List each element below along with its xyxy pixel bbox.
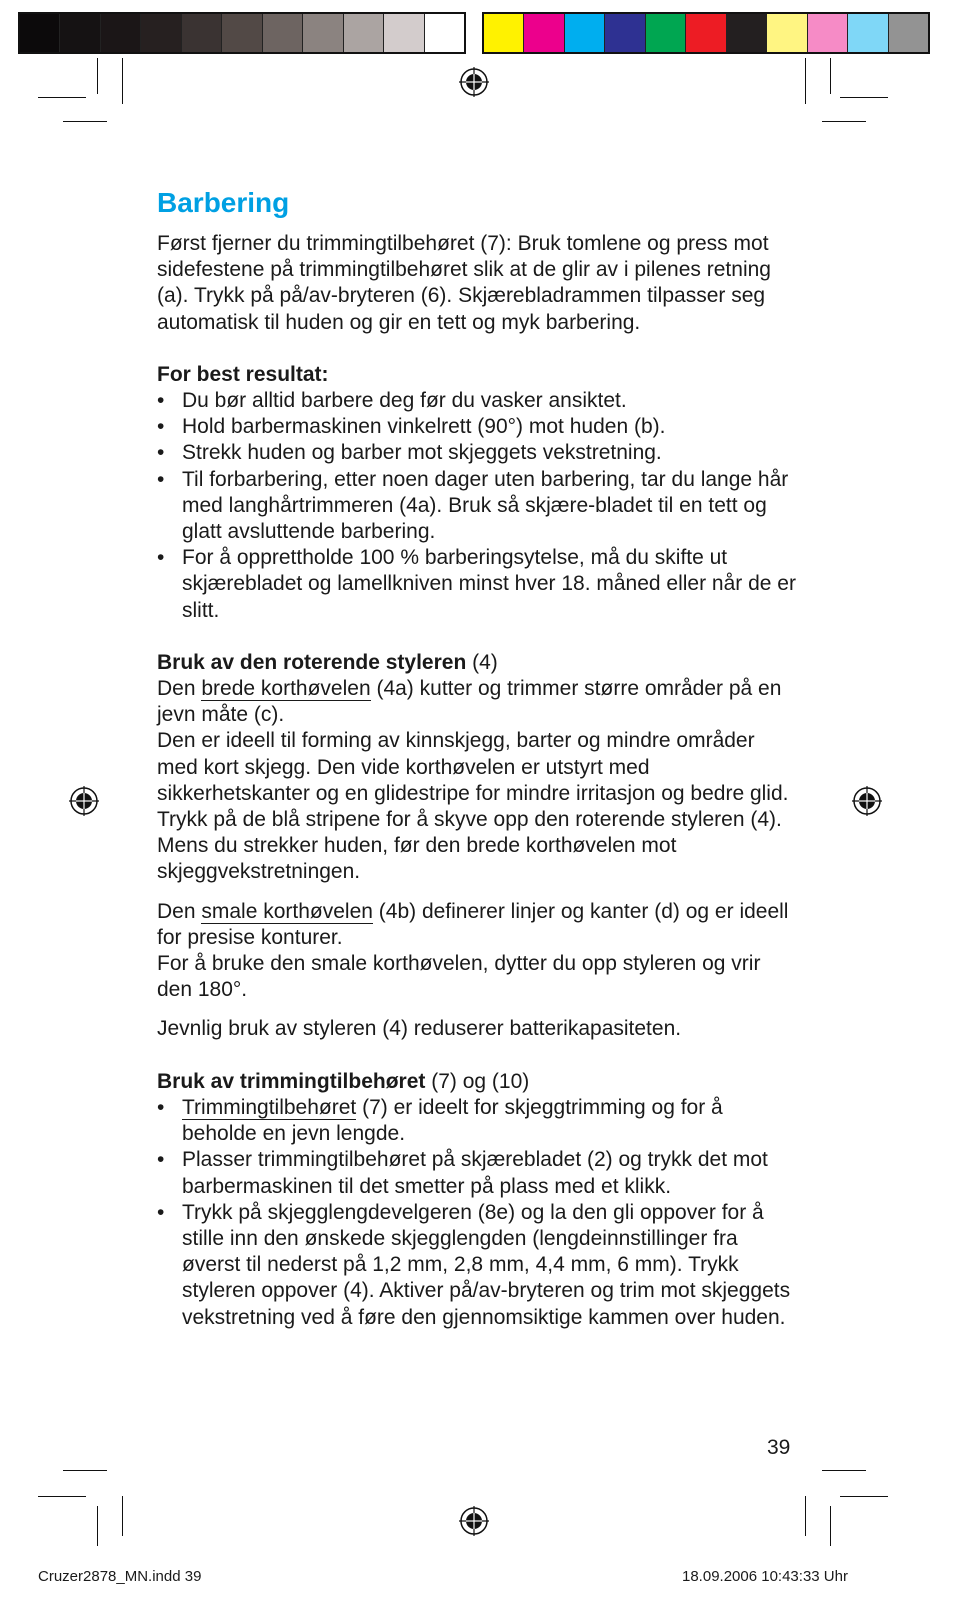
- list-item: • For å opprettholde 100 % barberingsytelse, må du skifte ut skjærebladet og lamellkniven minst hver 18. måned eller når de er slitt.: [157, 545, 797, 624]
- page-title: Barbering: [157, 187, 290, 218]
- crop-mark: [97, 58, 98, 94]
- color-swatch: [222, 14, 262, 52]
- list-item: • Du bør alltid barbere deg før du vasker ansiktet.: [157, 388, 797, 414]
- color-swatch: [303, 14, 343, 52]
- color-swatch: [808, 14, 848, 52]
- color-swatch: [605, 14, 645, 52]
- process-color-bar: [482, 12, 930, 54]
- registration-mark-icon: [459, 1506, 489, 1536]
- page-content: [157, 186, 797, 1331]
- list-item: • Plasser trimmingtilbehøret på skjærebladet (2) og trykk det mot barbermaskinen til det smetter på plass med et klikk.: [157, 1147, 797, 1199]
- crop-mark: [805, 58, 806, 104]
- crop-mark: [840, 97, 888, 98]
- best-results-heading: For best resultat:: [157, 362, 329, 386]
- list-item: • Trykk på skjegglengdevelgeren (8e) og la den gli oppover for å stille inn den ønskede skjegglengden (lengdeinnstillinger fra øverst til nederst på 1,2 mm, 2,8 mm, 4,4 mm, 6 mm). Trykk styleren oppover (4). Aktiver på/av-bryteren og trim mot skjeggets vekstretning ved å føre den gjennomsiktige kammen over huden.: [157, 1200, 797, 1331]
- styler-paragraph-6: Jevnlig bruk av styleren (4) reduserer batterikapasiteten.: [157, 1017, 682, 1041]
- list-item: • Trimmingtilbehøret (7) er ideelt for skjeggtrimming og for å beholde en jevn lengde.: [157, 1095, 797, 1147]
- crop-mark: [122, 58, 123, 104]
- color-swatch: [848, 14, 888, 52]
- registration-mark-icon: [852, 786, 882, 816]
- list-item: • Strekk huden og barber mot skjeggets vekstretning.: [157, 440, 797, 466]
- color-swatch: [60, 14, 100, 52]
- narrow-trimmer-term: smale korthøvelen: [201, 899, 373, 923]
- grayscale-color-bar: [18, 12, 466, 54]
- color-swatch: [141, 14, 181, 52]
- color-swatch: [344, 14, 384, 52]
- wide-trimmer-term: brede korthøvelen: [201, 677, 371, 701]
- crop-mark: [122, 1496, 123, 1536]
- color-swatch: [565, 14, 605, 52]
- styler-paragraph-2: Den er ideell til forming av kinnskjegg, barter og mindre områder med kort skjegg. Den vide korthøvelen er utstyrt med sikkerhetskanter og en glidestripe for mindre irritasjon og bedre glid. Trykk på de blå stripene for å skyve opp den roterende styleren (4).: [157, 729, 789, 832]
- color-swatch: [263, 14, 303, 52]
- color-swatch: [727, 14, 767, 52]
- color-swatch: [182, 14, 222, 52]
- list-item: • Hold barbermaskinen vinkelrett (90°) mot huden (b).: [157, 414, 797, 440]
- page-number: 39: [767, 1436, 791, 1459]
- color-swatch: [646, 14, 686, 52]
- list-item: • Til forbarbering, etter noen dager uten barbering, tar du lange hår med langhårtrimmeren (4a). Bruk så skjære-bladet til en tett og glatt avsluttende barbering.: [157, 467, 797, 546]
- trimmer-attachment-term: Trimmingtilbehøret: [182, 1095, 357, 1119]
- color-swatch: [889, 14, 928, 52]
- color-swatch: [484, 14, 524, 52]
- color-swatch: [101, 14, 141, 52]
- crop-mark: [805, 1496, 806, 1536]
- color-swatch: [425, 14, 464, 52]
- crop-mark: [830, 1506, 831, 1546]
- crop-mark: [63, 1470, 107, 1471]
- registration-mark-icon: [459, 67, 489, 97]
- color-swatch: [384, 14, 424, 52]
- registration-mark-icon: [69, 786, 99, 816]
- footer-timestamp: 18.09.2006 10:43:33 Uhr: [682, 1568, 848, 1585]
- styler-paragraph-3: Mens du strekker huden, før den brede korthøvelen mot skjeggvekstretningen.: [157, 834, 677, 884]
- styler-paragraph-4: Den smale korthøvelen (4b) definerer linjer og kanter (d) og er ideell for presise konturer.: [157, 899, 789, 949]
- crop-mark: [63, 121, 107, 122]
- crop-mark: [822, 121, 866, 122]
- styler-paragraph-1: Den brede korthøvelen (4a) kutter og trimmer større områder på en jevn måte (c).: [157, 677, 782, 727]
- styler-heading: Bruk av den roterende styleren (4): [157, 650, 498, 674]
- color-swatch: [524, 14, 564, 52]
- crop-mark: [822, 1470, 866, 1471]
- crop-mark: [38, 97, 86, 98]
- trimmer-list: [157, 1095, 797, 1331]
- crop-mark: [830, 58, 831, 94]
- crop-mark: [38, 1496, 86, 1497]
- footer-filename: Cruzer2878_MN.indd 39: [38, 1568, 202, 1585]
- crop-mark: [840, 1496, 888, 1497]
- styler-paragraph-5: For å bruke den smale korthøvelen, dytter du opp styleren og vrir den 180°.: [157, 952, 761, 1002]
- intro-paragraph: Først fjerner du trimmingtilbehøret (7): Bruk tomlene og press mot sidefestene på trimmingtilbehøret slik at de glir av i pilenes retning (a). Trykk på på/av-bryteren (6). Skjærebladrammen tilpasser seg automatisk til huden og gir en tett og myk barbering.: [157, 232, 771, 334]
- color-swatch: [20, 14, 60, 52]
- best-results-list: [157, 388, 797, 624]
- color-swatch: [767, 14, 807, 52]
- trimmer-heading: Bruk av trimmingtilbehøret (7) og (10): [157, 1069, 530, 1093]
- crop-mark: [97, 1506, 98, 1546]
- color-swatch: [686, 14, 726, 52]
